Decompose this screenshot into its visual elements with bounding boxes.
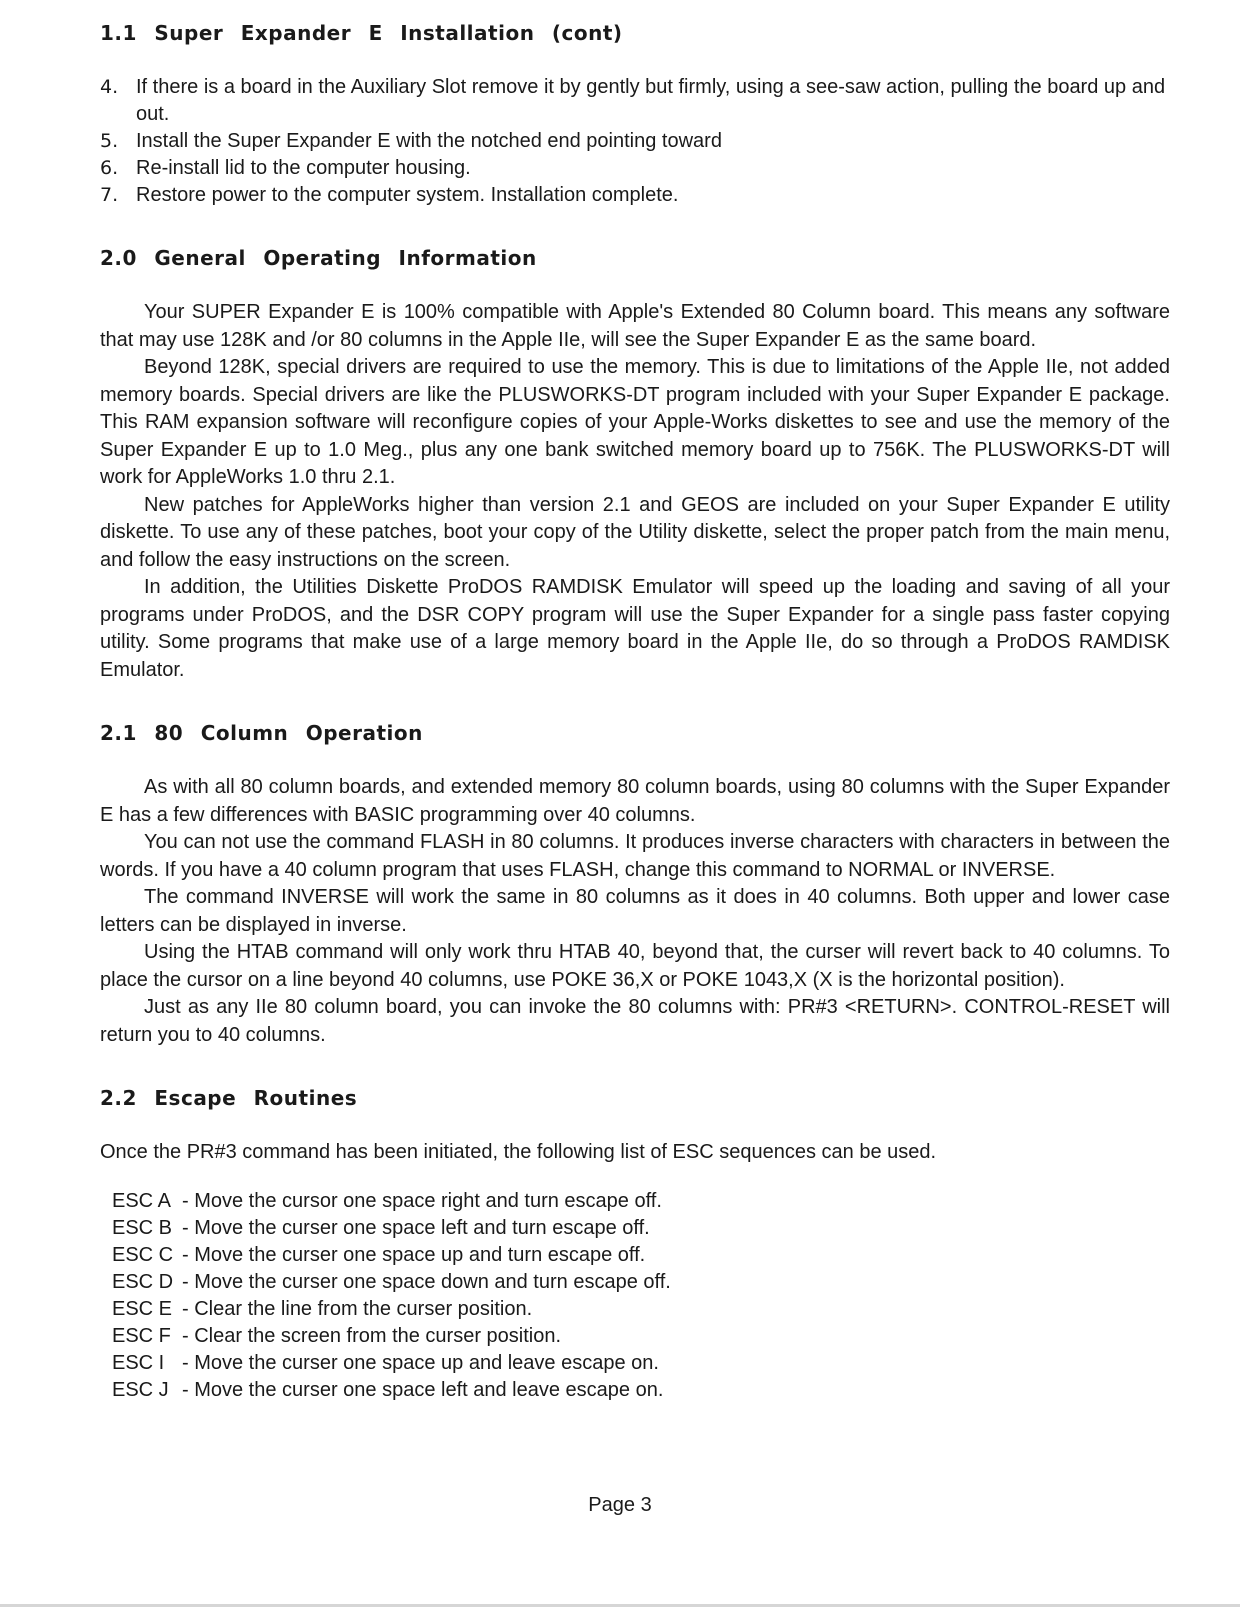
section-escape-routines xyxy=(100,1085,1170,1404)
step-text: Re-install lid to the computer housing. xyxy=(136,157,471,179)
esc-sequence-list xyxy=(112,1188,1170,1404)
section-installation-cont xyxy=(100,20,1170,209)
paragraph: Your SUPER Expander E is 100% compatible with Apple's Extended 80 Column board. This means any software that may use 128K and /or 80 columns in the Apple IIe, will see the Super Expander E as the same board. xyxy=(100,301,1170,351)
esc-item xyxy=(112,1242,1170,1269)
section-heading: 2.1 80 Column Operation xyxy=(100,721,423,745)
esc-description: - Move the curser one space up and turn escape off. xyxy=(182,1244,646,1266)
esc-description: - Move the curser one space left and turn escape off. xyxy=(182,1217,650,1239)
esc-key: ESC F xyxy=(112,1325,171,1347)
section-body xyxy=(100,1139,1170,1404)
section-80-column-operation xyxy=(100,720,1170,1049)
step-number: 6. xyxy=(100,157,119,179)
esc-item xyxy=(112,1296,1170,1323)
esc-key: ESC J xyxy=(112,1379,169,1401)
installation-steps xyxy=(100,74,1170,209)
step-text: If there is a board in the Auxiliary Slot remove it by gently but firmly, using a see-saw action, pulling the board up and out. xyxy=(136,76,1166,125)
esc-item xyxy=(112,1188,1170,1215)
esc-item xyxy=(112,1269,1170,1296)
paragraph: New patches for AppleWorks higher than version 2.1 and GEOS are included on your Super Expander E utility diskette. To use any of these patches, boot your copy of the Utility diskette, select the proper patch from the main menu, and follow the easy instructions on the screen. xyxy=(100,493,1170,571)
esc-key: ESC C xyxy=(112,1244,174,1266)
esc-key: ESC A xyxy=(112,1190,171,1212)
step-number: 7. xyxy=(100,184,119,206)
step-text: Restore power to the computer system. Installation complete. xyxy=(136,184,679,206)
step-text: Install the Super Expander E with the notched end pointing toward xyxy=(136,130,722,152)
section-heading: 2.2 Escape Routines xyxy=(100,1086,358,1110)
section-general-operating-information xyxy=(100,245,1170,684)
esc-item xyxy=(112,1215,1170,1242)
step-item xyxy=(100,182,1170,209)
section-body xyxy=(100,774,1170,1049)
paragraph: In addition, the Utilities Diskette ProDOS RAMDISK Emulator will speed up the loading and saving of all your programs under ProDOS, and the DSR COPY program will use the Super Expander for a single pass faster copying utility. Some programs that make use of a large memory board in the Apple IIe, do so through a ProDOS RAMDISK Emulator. xyxy=(100,576,1170,681)
scan-edge-divider xyxy=(0,1604,1240,1607)
section-body xyxy=(100,299,1170,684)
esc-key: ESC I xyxy=(112,1352,165,1374)
step-item xyxy=(100,128,1170,155)
esc-item xyxy=(112,1350,1170,1377)
section-heading: 1.1 Super Expander E Installation (cont) xyxy=(100,21,623,45)
page-content xyxy=(100,20,1170,1404)
paragraph: You can not use the command FLASH in 80 columns. It produces inverse characters with characters in between the words. If you have a 40 column program that uses FLASH, change this command to NORMAL or INVERSE. xyxy=(100,831,1170,881)
esc-description: - Clear the line from the curser position. xyxy=(182,1298,533,1320)
step-item xyxy=(100,155,1170,182)
esc-key: ESC B xyxy=(112,1217,173,1239)
esc-key: ESC D xyxy=(112,1271,174,1293)
intro-text: Once the PR#3 command has been initiated, the following list of ESC sequences can be used. xyxy=(100,1141,937,1163)
esc-description: - Move the curser one space up and leave escape on. xyxy=(182,1352,659,1374)
paragraph: As with all 80 column boards, and extended memory 80 column boards, using 80 columns with the Super Expander E has a few differences with BASIC programming over 40 columns. xyxy=(100,776,1170,826)
section-heading: 2.0 General Operating Information xyxy=(100,246,537,270)
esc-description: - Move the curser one space left and leave escape on. xyxy=(182,1379,664,1401)
step-number: 4. xyxy=(100,76,119,98)
paragraph: Just as any IIe 80 column board, you can invoke the 80 columns with: PR#3 <RETURN>. CONTROL-RESET will return you to 40 columns. xyxy=(100,996,1170,1046)
esc-item xyxy=(112,1323,1170,1350)
esc-item xyxy=(112,1377,1170,1404)
esc-description: - Move the cursor one space right and turn escape off. xyxy=(182,1190,662,1212)
page-number: Page 3 xyxy=(588,1494,652,1516)
esc-description: - Move the curser one space down and turn escape off. xyxy=(182,1271,671,1293)
paragraph: Using the HTAB command will only work thru HTAB 40, beyond that, the curser will revert back to 40 columns. To place the cursor on a line beyond 40 columns, use POKE 36,X or POKE 1043,X (X is the horizontal position). xyxy=(100,941,1170,991)
esc-description: - Clear the screen from the curser position. xyxy=(182,1325,562,1347)
step-item xyxy=(100,74,1170,128)
paragraph: The command INVERSE will work the same in 80 columns as it does in 40 columns. Both upper and lower case letters can be displayed in inverse. xyxy=(100,886,1170,936)
esc-key: ESC E xyxy=(112,1298,173,1320)
paragraph: Beyond 128K, special drivers are required to use the memory. This is due to limitations of the Apple IIe, not added memory boards. Special drivers are like the PLUSWORKS-DT program included with your Super Expander E package. This RAM expansion software will reconfigure copies of your Apple-Works diskettes to see and use the memory of the Super Expander E up to 1.0 Meg., plus any one bank switched memory board up to 756K. The PLUSWORKS-DT will work for AppleWorks 1.0 thru 2.1. xyxy=(100,356,1170,488)
step-number: 5. xyxy=(100,130,119,152)
